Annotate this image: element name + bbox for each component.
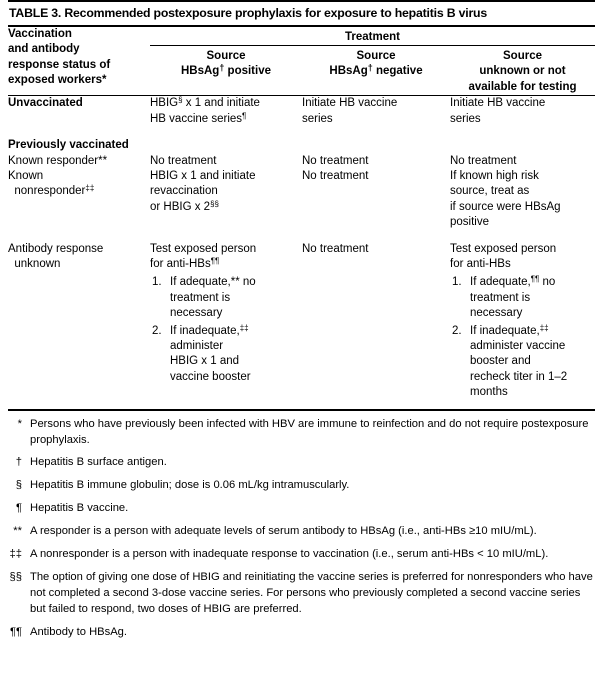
row-label-known-responder: Known responder**	[8, 154, 108, 167]
footnote	[8, 547, 595, 563]
table-row	[8, 138, 595, 153]
source-negative-header	[302, 49, 450, 96]
footnote-text: A nonresponder is a person with inadequate response to vaccination (i.e., serum anti-HBs < 10 mIU/mL).	[30, 548, 549, 561]
treatment-header-group	[150, 27, 595, 96]
treatment-header-label: Treatment	[345, 30, 400, 43]
list-item: 2. If inadequate,‡‡ administer HBIG x 1 and vaccine booster	[152, 323, 251, 383]
cell-known-responder-source-unknown: No treatment	[450, 154, 517, 167]
footnote	[8, 524, 595, 540]
cell-empty-b	[302, 138, 450, 153]
status-header-line3: response status of	[8, 58, 111, 71]
footnote-mark: ¶¶	[9, 625, 22, 638]
source-unknown-line3: available for testing	[468, 80, 577, 93]
table-title: TABLE 3. Recommended postexposure prophylaxis for exposure to hepatitis B virus	[9, 6, 488, 20]
table-header-row	[8, 27, 595, 96]
treatment-subheaders	[150, 49, 595, 96]
prophylaxis-table-body	[8, 96, 595, 402]
table-row	[8, 96, 595, 127]
footnote-mark: ¶	[15, 502, 22, 515]
status-header-line2: and antibody	[8, 43, 80, 56]
cell-known-responder-source-positive: No treatment	[150, 154, 217, 167]
footnote	[8, 455, 595, 471]
status-header-line4: exposed workers*	[8, 74, 107, 87]
table-row	[8, 154, 595, 169]
footnote-text: Persons who have previously been infected with HBV are immune to reinfection and do not require postexposure prophylaxis.	[30, 417, 589, 446]
footnote-text: Hepatitis B immune globulin; dose is 0.06 mL/kg intramuscularly.	[30, 479, 350, 492]
footnote	[8, 570, 595, 618]
footnote-text: Hepatitis B vaccine.	[30, 502, 129, 515]
source-positive-line1: Source	[206, 49, 246, 62]
footnote	[8, 625, 595, 641]
footnote-text: A responder is a person with adequate levels of serum antibody to HBsAg (i.e., anti-HBs ≥10 mIU/mL).	[30, 525, 537, 538]
source-unknown-header	[450, 49, 595, 96]
row-label-previously-vaccinated: Previously vaccinated	[8, 139, 129, 152]
prophylaxis-table	[8, 27, 595, 96]
footnote-mark: *	[17, 417, 22, 430]
table-row	[8, 169, 595, 231]
cell-empty-a	[150, 138, 302, 153]
antibody-unknown-c-list	[450, 275, 595, 400]
cell-unvaccinated-source-negative: Initiate HB vaccine series	[302, 97, 398, 125]
list-number: 2.	[152, 324, 162, 337]
status-header-line1: Vaccination	[8, 27, 72, 40]
source-unknown-line2: unknown or not	[479, 65, 566, 78]
cell-antibody-unknown-source-positive: Test exposed person for anti-HBs¶¶ 1. If adequate,** no treatment is necessary 2. If inadequate,‡‡ administer HBIG x 1 and vaccine booster	[150, 242, 302, 403]
hbig-text: HBIG	[150, 97, 179, 110]
row-label-unvaccinated: Unvaccinated	[8, 97, 83, 110]
list-number: 2.	[452, 324, 462, 337]
list-item: 2. If inadequate,‡‡ administer vaccine booster and recheck titer in 1–2 months	[452, 323, 568, 399]
footnote-text: Antibody to HBsAg.	[30, 625, 128, 638]
footnote-mark: **	[13, 525, 22, 538]
source-positive-line2: HBsAg† positive	[180, 62, 271, 78]
cell-known-responder-source-negative: No treatment	[302, 154, 369, 167]
list-number: 1.	[452, 276, 462, 289]
row-label-known-nonresponder: Known nonresponder‡‡	[8, 169, 95, 198]
status-column-header	[8, 27, 150, 96]
list-number: 1.	[152, 276, 162, 289]
footnote-mark: †	[15, 456, 22, 469]
source-unknown-line1: Source	[503, 49, 542, 62]
hbsag-text-a: HBsAg	[180, 65, 220, 78]
footnote-mark: §	[15, 479, 22, 492]
footnote-text: Hepatitis B surface antigen.	[30, 456, 167, 469]
row-label-antibody-unknown: Antibody response unknown	[8, 242, 104, 270]
hbig-suffix: x 1 and initiate	[182, 97, 260, 110]
footnotes	[8, 417, 595, 641]
list-item: 1. If adequate,¶¶ no treatment is necessary	[452, 275, 556, 320]
footnote-mark: ‡‡	[9, 548, 22, 561]
source-negative-line1: Source	[356, 49, 396, 62]
cell-antibody-unknown-source-unknown: Test exposed person for anti-HBs 1. If adequate,¶¶ no treatment is necessary 2. If inadequate,‡‡ administer vaccine booster and recheck titer in 1–2 months	[450, 242, 595, 403]
treatment-underline	[150, 45, 595, 46]
footnote	[8, 501, 595, 517]
row-spacer	[8, 231, 595, 242]
source-positive-header	[150, 49, 302, 96]
footnotes-top-rule	[8, 409, 595, 411]
hbsag-text-b: HBsAg	[329, 65, 368, 78]
cell-unvaccinated-source-unknown: Initiate HB vaccine series	[450, 97, 546, 125]
table-row	[8, 242, 595, 403]
footnote-text: The option of giving one dose of HBIG and reinitiating the vaccine series is preferred for nonresponders who have not completed a second 3-dose vaccine series. For persons who previously completed a second vaccine series but failed to respond, two doses of HBIG are preferred.	[30, 570, 593, 615]
source-negative-line2: HBsAg† negative	[329, 62, 423, 78]
cell-known-nonresponder-source-unknown: If known high risk source, treat as if source were HBsAg positive	[450, 169, 561, 229]
footnote	[8, 478, 595, 494]
positive-text: positive	[224, 65, 271, 78]
negative-text: negative	[372, 65, 423, 78]
row-spacer	[8, 127, 595, 138]
cell-empty-c	[450, 138, 595, 153]
antibody-unknown-a-list	[150, 275, 302, 385]
cell-known-nonresponder-source-positive: HBIG x 1 and initiate revaccination or HBIG x 2§§	[150, 169, 256, 213]
hb-vaccine-series-text: HB vaccine series	[150, 112, 243, 125]
cell-known-nonresponder-source-negative: No treatment	[302, 169, 369, 182]
cell-antibody-unknown-source-negative: No treatment	[302, 242, 369, 255]
cell-unvaccinated-source-positive: HBIG§ x 1 and initiate HB vaccine series¶	[150, 95, 260, 125]
footnote	[8, 417, 595, 449]
footnote-mark: §§	[9, 570, 22, 583]
list-item: 1. If adequate,** no treatment is necessary	[152, 276, 256, 320]
